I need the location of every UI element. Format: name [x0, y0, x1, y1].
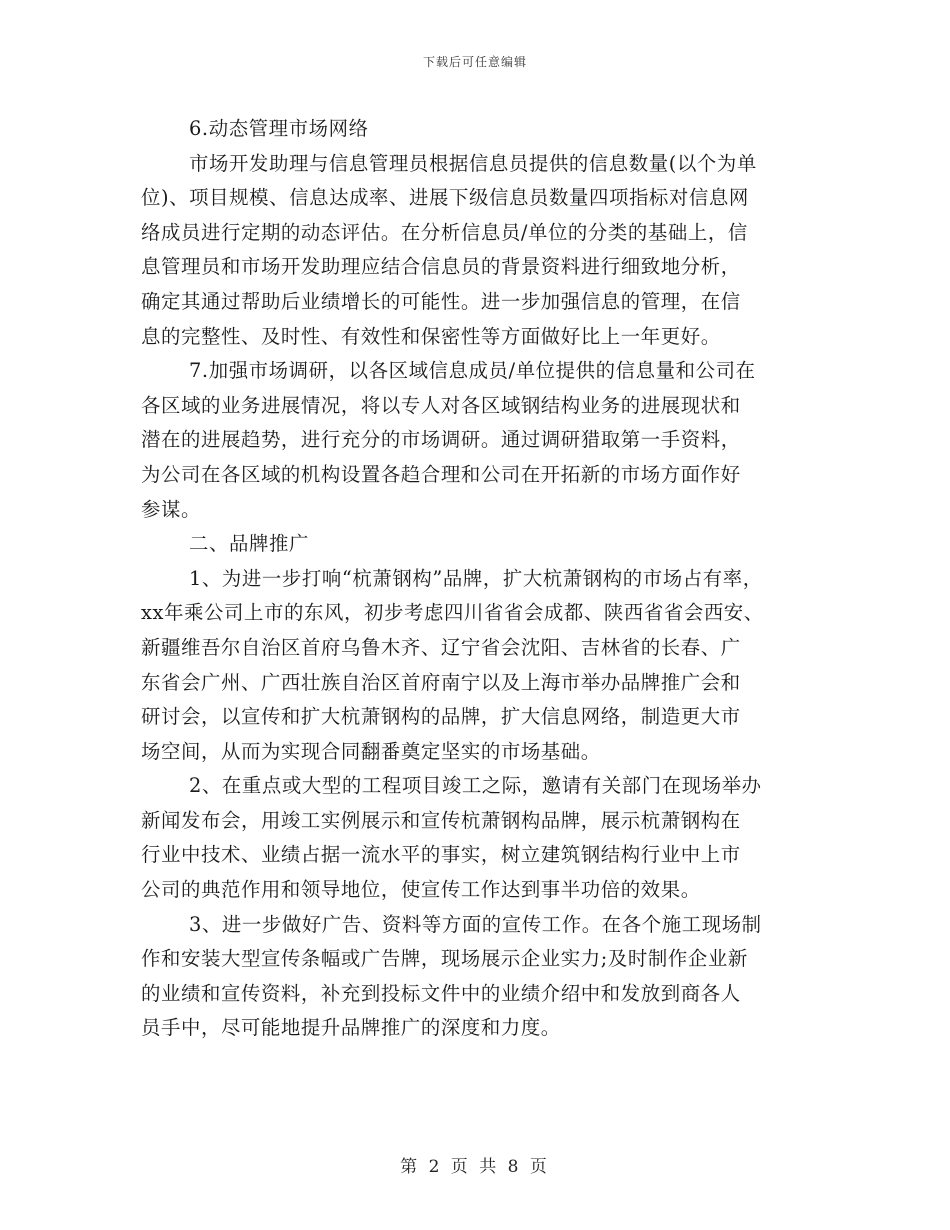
text-line: 东省会广州、广西壮族自治区首府南宁以及上海市举办品牌推广会和 [141, 670, 741, 694]
text-line: 1、为进一步打响“杭萧钢构”品牌，扩大杭萧钢构的市场占有率， [189, 566, 763, 590]
text-line: 参谋。 [141, 497, 201, 521]
text-line: 络成员进行定期的动态评估。在分析信息员/单位的分类的基础上，信 [141, 220, 748, 244]
text-line: 作和安装大型宣传条幅或广告牌，现场展示企业实力;及时制作企业新 [141, 947, 748, 971]
text-line: 员手中，尽可能地提升品牌推广的深度和力度。 [141, 1016, 561, 1040]
text-line: 新闻发布会，用竣工实例展示和宣传杭萧钢构品牌，展示杭萧钢构在 [141, 808, 741, 832]
page-header: 下载后可任意编辑 [422, 55, 527, 69]
text-line: 公司的典范作用和领导地位，使宣传工作达到事半功倍的效果。 [141, 878, 701, 902]
text-line: 行业中技术、业绩占据一流水平的事实，树立建筑钢结构行业中上市 [141, 843, 741, 867]
text-line: 为公司在各区域的机构设置各趋合理和公司在开拓新的市场方面作好 [141, 462, 741, 486]
text-line: 潜在的进展趋势，进行充分的市场调研。通过调研猎取第一手资料， [141, 428, 741, 452]
document-body [141, 112, 813, 1046]
text-line: 二、品牌推广 [189, 532, 309, 556]
text-line: 2、在重点或大型的工程项目竣工之际，邀请有关部门在现场举办 [189, 774, 762, 798]
text-line: 3、进一步做好广告、资料等方面的宣传工作。在各个施工现场制 [189, 912, 762, 936]
text-line: 息的完整性、及时性、有效性和保密性等方面做好比上一年更好。 [141, 324, 721, 348]
text-line: 研讨会，以宣传和扩大杭萧钢构的品牌，扩大信息网络，制造更大市 [141, 705, 741, 729]
text-line: 的业绩和宣传资料，补充到投标文件中的业绩介绍中和发放到商各人 [141, 981, 741, 1005]
text-line: 息管理员和市场开发助理应结合信息员的背景资料进行细致地分析， [141, 255, 741, 279]
text-line: 市场开发助理与信息管理员根据信息员提供的信息数量(以个为单 [189, 151, 757, 175]
text-line: 6.动态管理市场网络 [189, 117, 369, 140]
text-line: 确定其通过帮助后业绩增长的可能性。进一步加强信息的管理，在信 [141, 289, 741, 313]
page-number: 第 2 页 共 8 页 [400, 1157, 550, 1177]
text-line: 场空间，从而为实现合同翻番奠定坚实的市场基础。 [141, 739, 601, 763]
text-line: 各区域的业务进展情况，将以专人对各区域钢结构业务的进展现状和 [141, 393, 741, 417]
text-line: 新疆维吾尔自治区首府乌鲁木齐、辽宁省会沈阳、吉林省的长春、广 [141, 635, 741, 659]
text-line: 7.加强市场调研，以各区域信息成员/单位提供的信息量和公司在 [189, 359, 756, 383]
text-line: xx年乘公司上市的东风，初步考虑四川省省会成都、陕西省省会西安、 [141, 601, 764, 625]
text-line: 位)、项目规模、信息达成率、进展下级信息员数量四项指标对信息网 [141, 186, 749, 210]
